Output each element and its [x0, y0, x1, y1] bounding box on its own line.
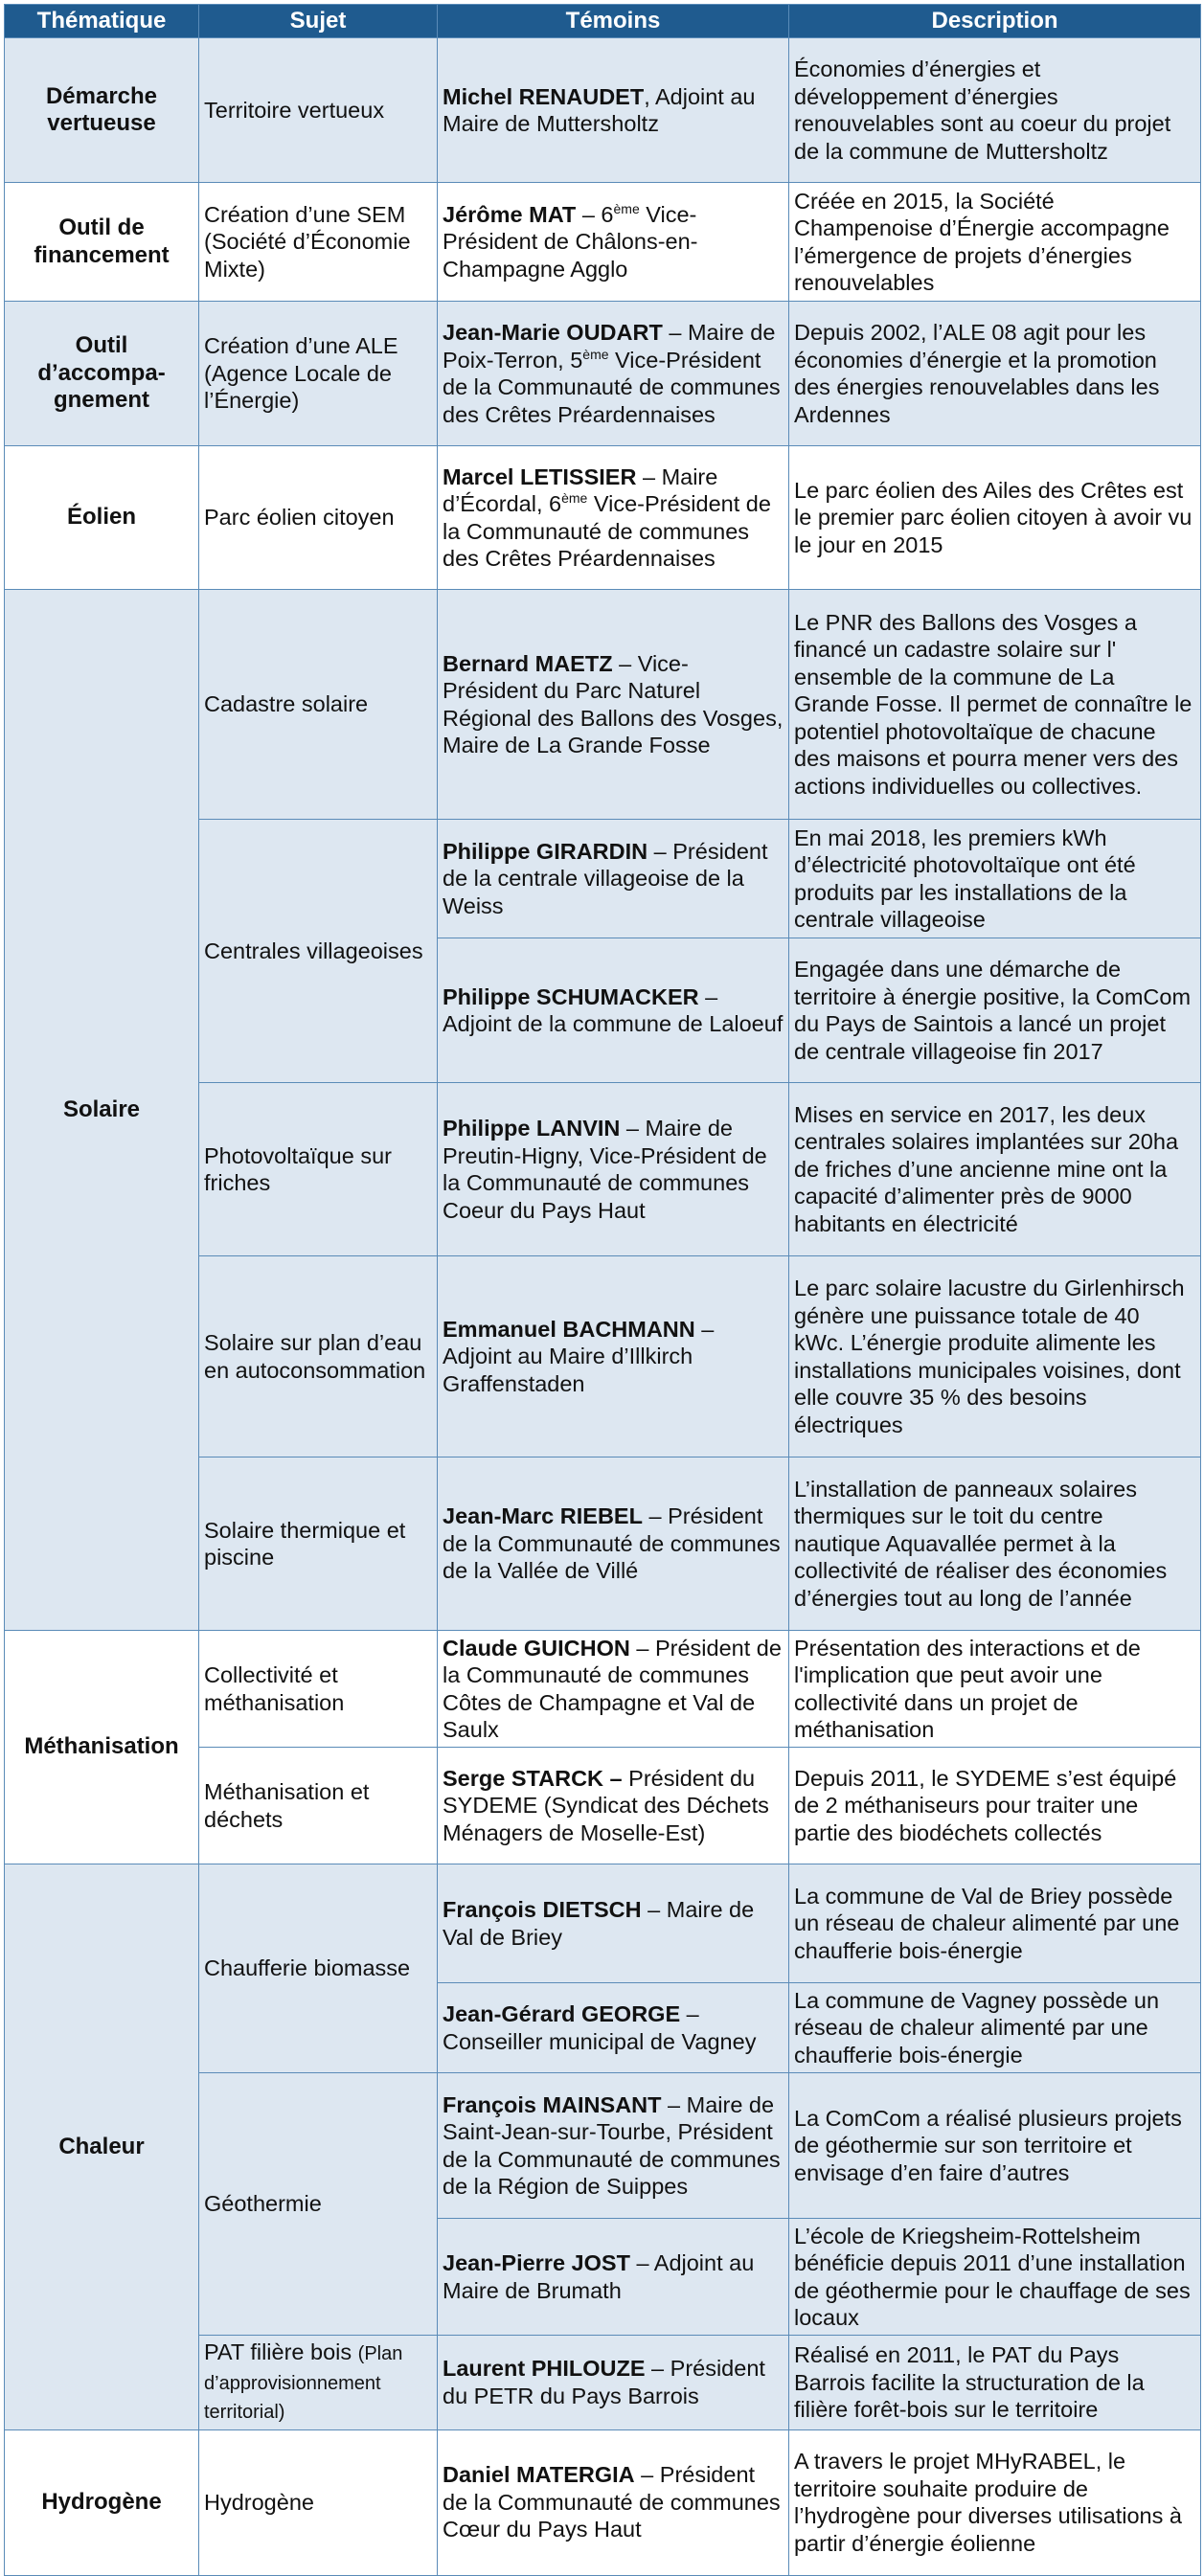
- witness-role: – Maire de Saint-Jean-sur-Tourbe, Président de la Communauté de communes de la Région de Suippes: [443, 2091, 781, 2199]
- witness-role: – Adjoint au Maire d’Illkirch Graffenstaden: [443, 1316, 715, 1396]
- header-row: [5, 5, 1201, 38]
- description-cell: La commune de Val de Briey possède un réseau de chaleur alimenté par une chaufferie bois-énergie: [789, 1864, 1201, 1983]
- subject-cell: Création d’une ALE (Agence Locale de l’Énergie): [199, 302, 438, 446]
- theme-cell: Hydrogène: [5, 2429, 199, 2575]
- theme-cell: Éolien: [5, 446, 199, 590]
- description-cell: Économies d’énergies et développement d’énergies renouvelables sont au coeur du projet de la commune de Muttersholtz: [789, 38, 1201, 183]
- witness-cell: [438, 446, 789, 590]
- witness-role: – Président de la Communauté de communes Côtes de Champagne et Val de Saulx: [443, 1635, 782, 1742]
- witness-role: – Vice-Président du Parc Naturel Régional des Ballons des Vosges, Maire de La Grande Fosse: [443, 650, 784, 757]
- description-cell: A travers le projet MHyRABEL, le territoire souhaite produire de l’hydrogène pour diverses utilisations à partir d’énergie éolienne: [789, 2429, 1201, 2575]
- witness-name: Claude GUICHON: [443, 1635, 630, 1661]
- theme-cell: Démarche vertueuse: [5, 38, 199, 183]
- witness-role: – Adjoint de la commune de Laloeuf: [443, 983, 784, 1036]
- theme-cell: Outil de financement: [5, 183, 199, 302]
- witness-name: Philippe LANVIN: [443, 1116, 621, 1141]
- witness-cell: [438, 1457, 789, 1631]
- witness-role-sup: ème: [582, 346, 609, 362]
- witness-cell: [438, 183, 789, 302]
- subject-cell: Centrales villageoises: [199, 820, 438, 1083]
- theme-cell: Solaire: [5, 590, 199, 1631]
- theme-cell: Chaleur: [5, 1864, 199, 2430]
- subject-cell: Cadastre solaire: [199, 590, 438, 820]
- witness-role: , Adjoint au Maire de Muttersholtz: [443, 83, 756, 136]
- header-witnesses: Témoins: [438, 5, 789, 38]
- witness-cell: [438, 1631, 789, 1748]
- witness-cell: [438, 2429, 789, 2575]
- witness-name: Laurent PHILOUZE: [443, 2356, 646, 2382]
- witness-role: Président du SYDEME (Syndicat des Déchets Ménagers de Moselle-Est): [443, 1765, 769, 1845]
- witness-role-sup: ème: [561, 490, 588, 506]
- description-cell: Depuis 2011, le SYDEME s’est équipé de 2 méthaniseurs pour traiter une partie des biodéchets collectés: [789, 1748, 1201, 1864]
- header-subject: Sujet: [199, 5, 438, 38]
- witness-name: François DIETSCH: [443, 1897, 642, 1922]
- witness-name: Emmanuel BACHMANN: [443, 1316, 695, 1342]
- witness-cell: [438, 1256, 789, 1457]
- theme-cell: Outil d’accompa-gnement: [5, 302, 199, 446]
- table-row: [5, 1864, 1201, 1983]
- witness-name: Bernard MAETZ: [443, 650, 613, 676]
- witness-cell: [438, 590, 789, 820]
- subject-cell: Solaire sur plan d’eau en autoconsommation: [199, 1256, 438, 1457]
- witness-role: – Président de la Communauté de communes Cœur du Pays Haut: [443, 2462, 781, 2542]
- description-cell: L’école de Kriegsheim-Rottelsheim bénéficie depuis 2011 d’une installation de géothermie pour le chauffage de ses locaux: [789, 2219, 1201, 2336]
- witness-role: – Adjoint au Maire de Brumath: [443, 2250, 755, 2303]
- subject-cell: Parc éolien citoyen: [199, 446, 438, 590]
- table-row: [5, 446, 1201, 590]
- description-cell: La ComCom a réalisé plusieurs projets de géothermie sur son territoire et envisage d’en faire d’autres: [789, 2073, 1201, 2219]
- description-cell: Mises en service en 2017, les deux centrales solaires implantées sur 20ha de friches d’une ancienne mine ont la capacité d’alimenter près de 9000 habitants en électricité: [789, 1083, 1201, 1256]
- witness-name: Michel RENAUDET: [443, 83, 645, 109]
- subject-cell: Géothermie: [199, 2073, 438, 2336]
- witness-role: Vice-Président de la Communauté de communes des Crêtes Préardennaises: [443, 491, 771, 571]
- description-cell: Créée en 2015, la Société Champenoise d’Énergie accompagne l’émergence de projets d’énergies renouvelables: [789, 183, 1201, 302]
- description-cell: La commune de Vagney possède un réseau de chaleur alimenté par une chaufferie bois-énergie: [789, 1983, 1201, 2073]
- witness-role: – Maire d’Écordal, 6: [443, 463, 718, 516]
- table-row: [5, 590, 1201, 820]
- witness-name: Jean-Marie OUDART: [443, 320, 663, 345]
- subject-cell: Collectivité et méthanisation: [199, 1631, 438, 1748]
- energy-testimonies-table: [4, 4, 1201, 2576]
- witness-cell: [438, 1748, 789, 1864]
- witness-cell: [438, 302, 789, 446]
- witness-cell: [438, 1983, 789, 2073]
- witness-cell: [438, 820, 789, 938]
- witness-cell: [438, 38, 789, 183]
- witness-cell: [438, 938, 789, 1083]
- subject-cell: [199, 2336, 438, 2430]
- witness-name: Serge STARCK –: [443, 1765, 623, 1791]
- description-cell: Réalisé en 2011, le PAT du Pays Barrois facilite la structuration de la filière forêt-bois sur le territoire: [789, 2336, 1201, 2430]
- header-description: Description: [789, 5, 1201, 38]
- subject-note: (Plan d’approvisionnement territorial): [204, 2343, 403, 2423]
- witness-name: Philippe SCHUMACKER: [443, 983, 699, 1009]
- witness-cell: [438, 2073, 789, 2219]
- witness-role: – 6: [576, 201, 614, 227]
- description-cell: Le parc éolien des Ailes des Crêtes est le premier parc éolien citoyen à avoir vu le jour en 2015: [789, 446, 1201, 590]
- witness-role: – Président du PETR du Pays Barrois: [443, 2356, 765, 2408]
- witness-role: – Conseiller municipal de Vagney: [443, 2001, 757, 2054]
- witness-cell: [438, 2336, 789, 2430]
- witness-role-sup: ème: [613, 200, 640, 216]
- witness-name: Jean-Gérard GEORGE: [443, 2001, 681, 2026]
- witness-role: – Maire de Preutin-Higny, Vice-Président de la Communauté de communes Coeur du Pays Haut: [443, 1116, 767, 1223]
- subject-cell: Méthanisation et déchets: [199, 1748, 438, 1864]
- description-cell: Présentation des interactions et de l'implication que peut avoir une collectivité dans un projet de méthanisation: [789, 1631, 1201, 1748]
- witness-role: – Maire de Poix-Terron, 5: [443, 320, 776, 373]
- witness-role: – Président de la centrale villageoise de la Weiss: [443, 838, 768, 918]
- subject-cell: Création d’une SEM (Société d’Économie Mixte): [199, 183, 438, 302]
- subject-cell: Chaufferie biomasse: [199, 1864, 438, 2073]
- witness-role: – Maire de Val de Briey: [443, 1897, 755, 1950]
- subject-cell: Hydrogène: [199, 2429, 438, 2575]
- witness-name: Daniel MATERGIA: [443, 2462, 635, 2488]
- table-row: [5, 302, 1201, 446]
- subject-cell: Territoire vertueux: [199, 38, 438, 183]
- witness-cell: [438, 2219, 789, 2336]
- description-cell: Engagée dans une démarche de territoire à énergie positive, la ComCom du Pays de Saintois a lancé un projet de centrale villageoise fin 2017: [789, 938, 1201, 1083]
- theme-cell: Méthanisation: [5, 1631, 199, 1864]
- description-cell: L’installation de panneaux solaires thermiques sur le toit du centre nautique Aquavallée permet à la collectivité de réaliser des économies d’énergies tout au long de l’année: [789, 1457, 1201, 1631]
- header-theme: Thématique: [5, 5, 199, 38]
- table-row: [5, 183, 1201, 302]
- witness-cell: [438, 1864, 789, 1983]
- witness-name: Jean-Marc RIEBEL: [443, 1503, 643, 1529]
- description-cell: En mai 2018, les premiers kWh d’électricité photovoltaïque ont été produits par les installations de la centrale villageoise: [789, 820, 1201, 938]
- witness-name: Jérôme MAT: [443, 201, 577, 227]
- witness-role: Vice-Président de la Communauté de communes des Crêtes Préardennaises: [443, 347, 781, 427]
- witness-role: – Président de la Communauté de communes de la Vallée de Villé: [443, 1503, 781, 1584]
- witness-name: Jean-Pierre JOST: [443, 2250, 630, 2275]
- table-row: [5, 38, 1201, 183]
- witness-name: Marcel LETISSIER: [443, 463, 637, 489]
- table-row: [5, 1631, 1201, 1748]
- subject-text: PAT filière bois: [204, 2339, 358, 2364]
- witness-name: François MAINSANT: [443, 2091, 662, 2117]
- description-cell: Depuis 2002, l’ALE 08 agit pour les économies d’énergie et la promotion des énergies renouvelables dans les Ardennes: [789, 302, 1201, 446]
- witness-role: Vice-Président de Châlons-en-Champagne Agglo: [443, 201, 698, 282]
- description-cell: Le parc solaire lacustre du Girlenhirsch génère une puissance totale de 40 kWc. L’énergie produite alimente les installations municipales voisines, dont elle couvre 35 % des besoins électriques: [789, 1256, 1201, 1457]
- subject-cell: Photovoltaïque sur friches: [199, 1083, 438, 1256]
- witness-name: Philippe GIRARDIN: [443, 838, 648, 864]
- subject-cell: Solaire thermique et piscine: [199, 1457, 438, 1631]
- witness-cell: [438, 1083, 789, 1256]
- table-row: [5, 2429, 1201, 2575]
- description-cell: Le PNR des Ballons des Vosges a financé un cadastre solaire sur l' ensemble de la commune de La Grande Fosse. Il permet de connaître le potentiel photovoltaïque de chacune des maisons et pourra mener vers des actions individuelles ou collectives.: [789, 590, 1201, 820]
